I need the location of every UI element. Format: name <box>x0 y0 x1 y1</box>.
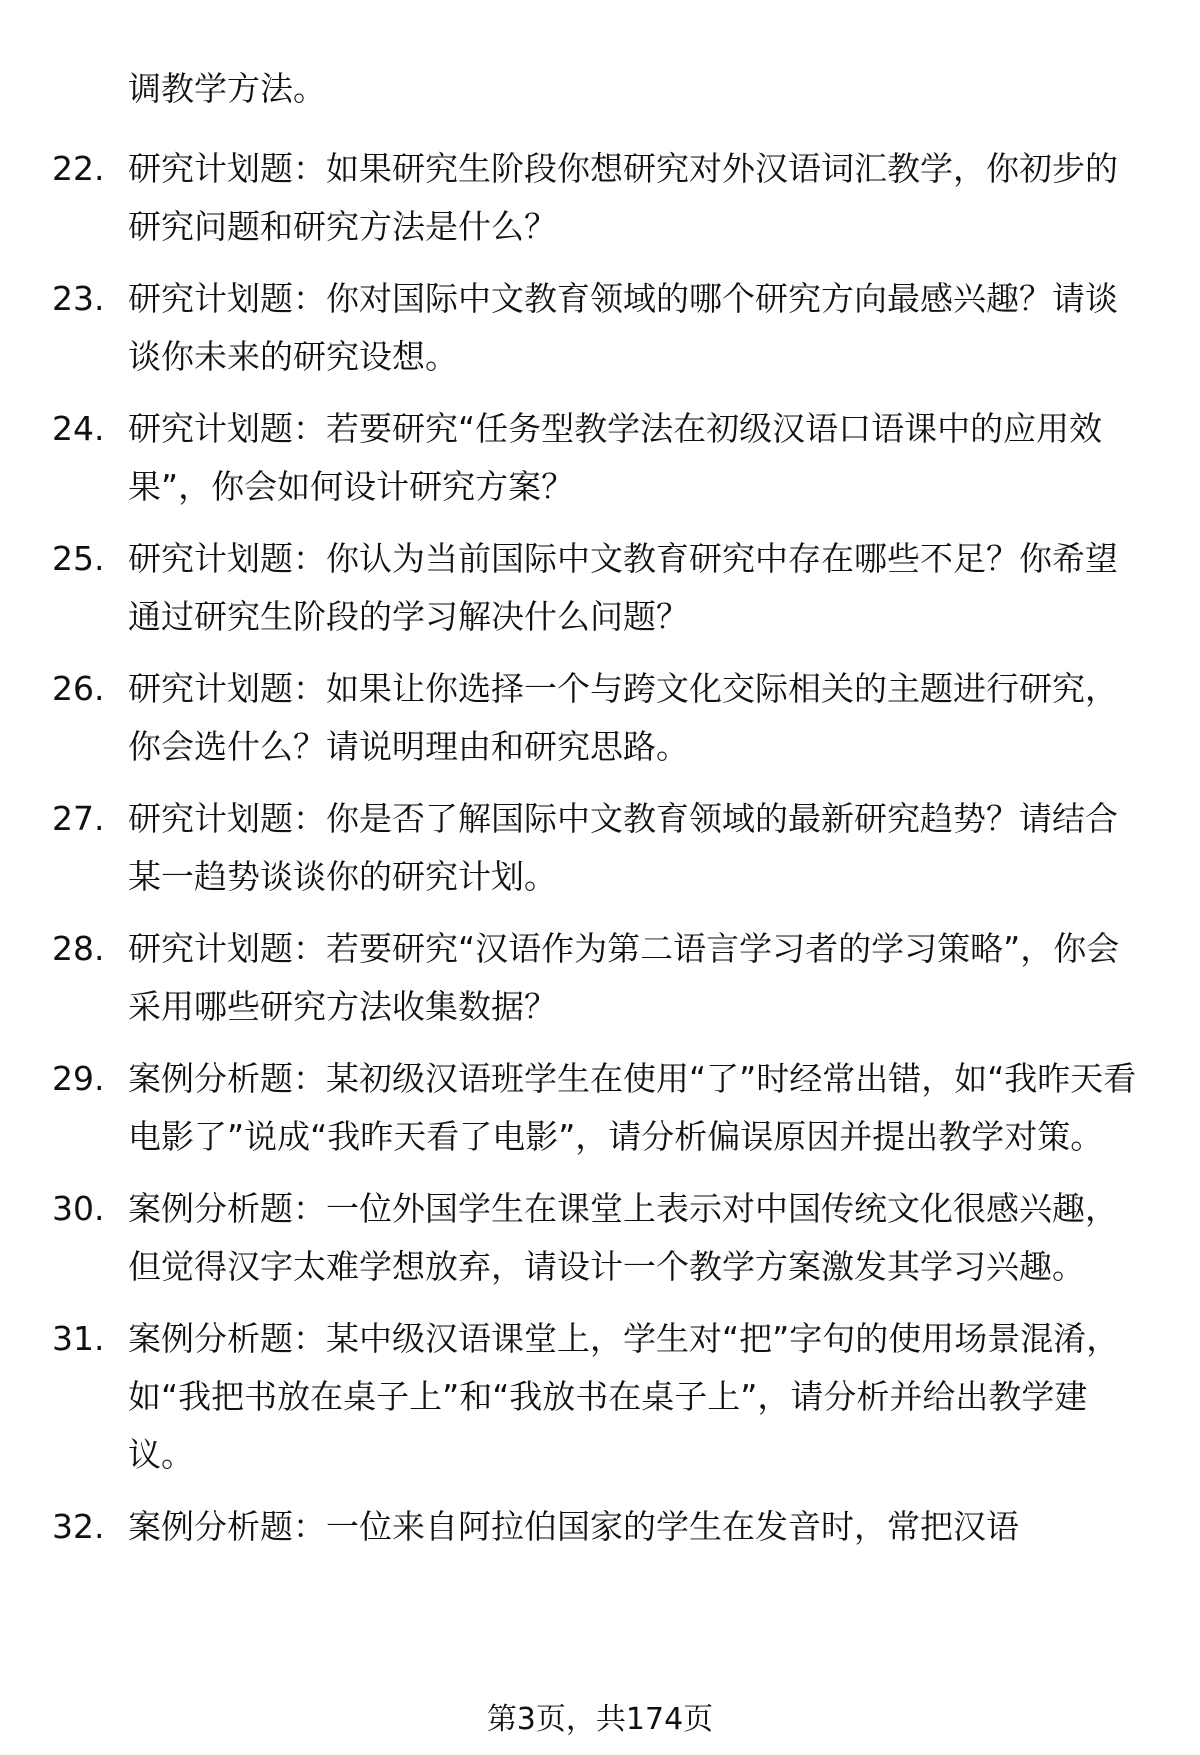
question-number: 23. <box>52 279 105 318</box>
question-list <box>0 140 1200 1570</box>
question-text: 研究计划题：你认为当前国际中文教育研究中存在哪些不足？你希望通过研究生阶段的学习解决什么问题？ <box>128 539 1118 636</box>
question-text: 研究计划题：你对国际中文教育领域的哪个研究方向最感兴趣？请谈谈你未来的研究设想。 <box>128 279 1118 376</box>
question-number: 24. <box>52 409 105 448</box>
question-item <box>0 400 1200 516</box>
question-item <box>0 1310 1200 1484</box>
question-text: 研究计划题：若要研究“任务型教学法在初级汉语口语课中的应用效果”，你会如何设计研究方案？ <box>128 409 1103 506</box>
question-item <box>0 1498 1200 1556</box>
question-item <box>0 660 1200 776</box>
question-text: 案例分析题：一位外国学生在课堂上表示对中国传统文化很感兴趣，但觉得汉字太难学想放弃，请设计一个教学方案激发其学习兴趣。 <box>128 1189 1118 1286</box>
page-footer: 第3页，共174页 <box>486 1702 714 1737</box>
question-number: 27. <box>52 799 105 838</box>
question-text: 研究计划题：若要研究“汉语作为第二语言学习者的学习策略”，你会采用哪些研究方法收集数据？ <box>128 929 1120 1026</box>
question-item <box>0 530 1200 646</box>
question-text: 研究计划题：你是否了解国际中文教育领域的最新研究趋势？请结合某一趋势谈谈你的研究计划。 <box>128 799 1118 896</box>
question-text: 案例分析题：某初级汉语班学生在使用“了”时经常出错，如“我昨天看电影了”说成“我昨天看了电影”，请分析偏误原因并提出教学对策。 <box>128 1059 1137 1156</box>
question-text: 案例分析题：某中级汉语课堂上，学生对“把”字句的使用场景混淆，如“我把书放在桌子上”和“我放书在桌子上”，请分析并给出教学建议。 <box>128 1319 1120 1474</box>
question-text: 案例分析题：一位来自阿拉伯国家的学生在发音时，常把汉语 <box>128 1507 1019 1546</box>
question-item <box>0 1050 1200 1166</box>
question-number: 28. <box>52 929 105 968</box>
question-number: 32. <box>52 1507 105 1546</box>
question-item <box>0 1180 1200 1296</box>
question-number: 26. <box>52 669 105 708</box>
question-number: 22. <box>52 149 105 188</box>
question-item <box>0 140 1200 256</box>
question-item <box>0 920 1200 1036</box>
question-item <box>0 790 1200 906</box>
question-number: 25. <box>52 539 105 578</box>
question-number: 31. <box>52 1319 105 1358</box>
question-item <box>0 270 1200 386</box>
question-text: 研究计划题：如果让你选择一个与跨文化交际相关的主题进行研究，你会选什么？请说明理由和研究思路。 <box>128 669 1118 766</box>
question-text: 研究计划题：如果研究生阶段你想研究对外汉语词汇教学，你初步的研究问题和研究方法是什么？ <box>128 149 1118 246</box>
continuation-text: 调教学方法。 <box>128 69 326 108</box>
question-number: 29. <box>52 1059 105 1098</box>
question-number: 30. <box>52 1189 105 1228</box>
